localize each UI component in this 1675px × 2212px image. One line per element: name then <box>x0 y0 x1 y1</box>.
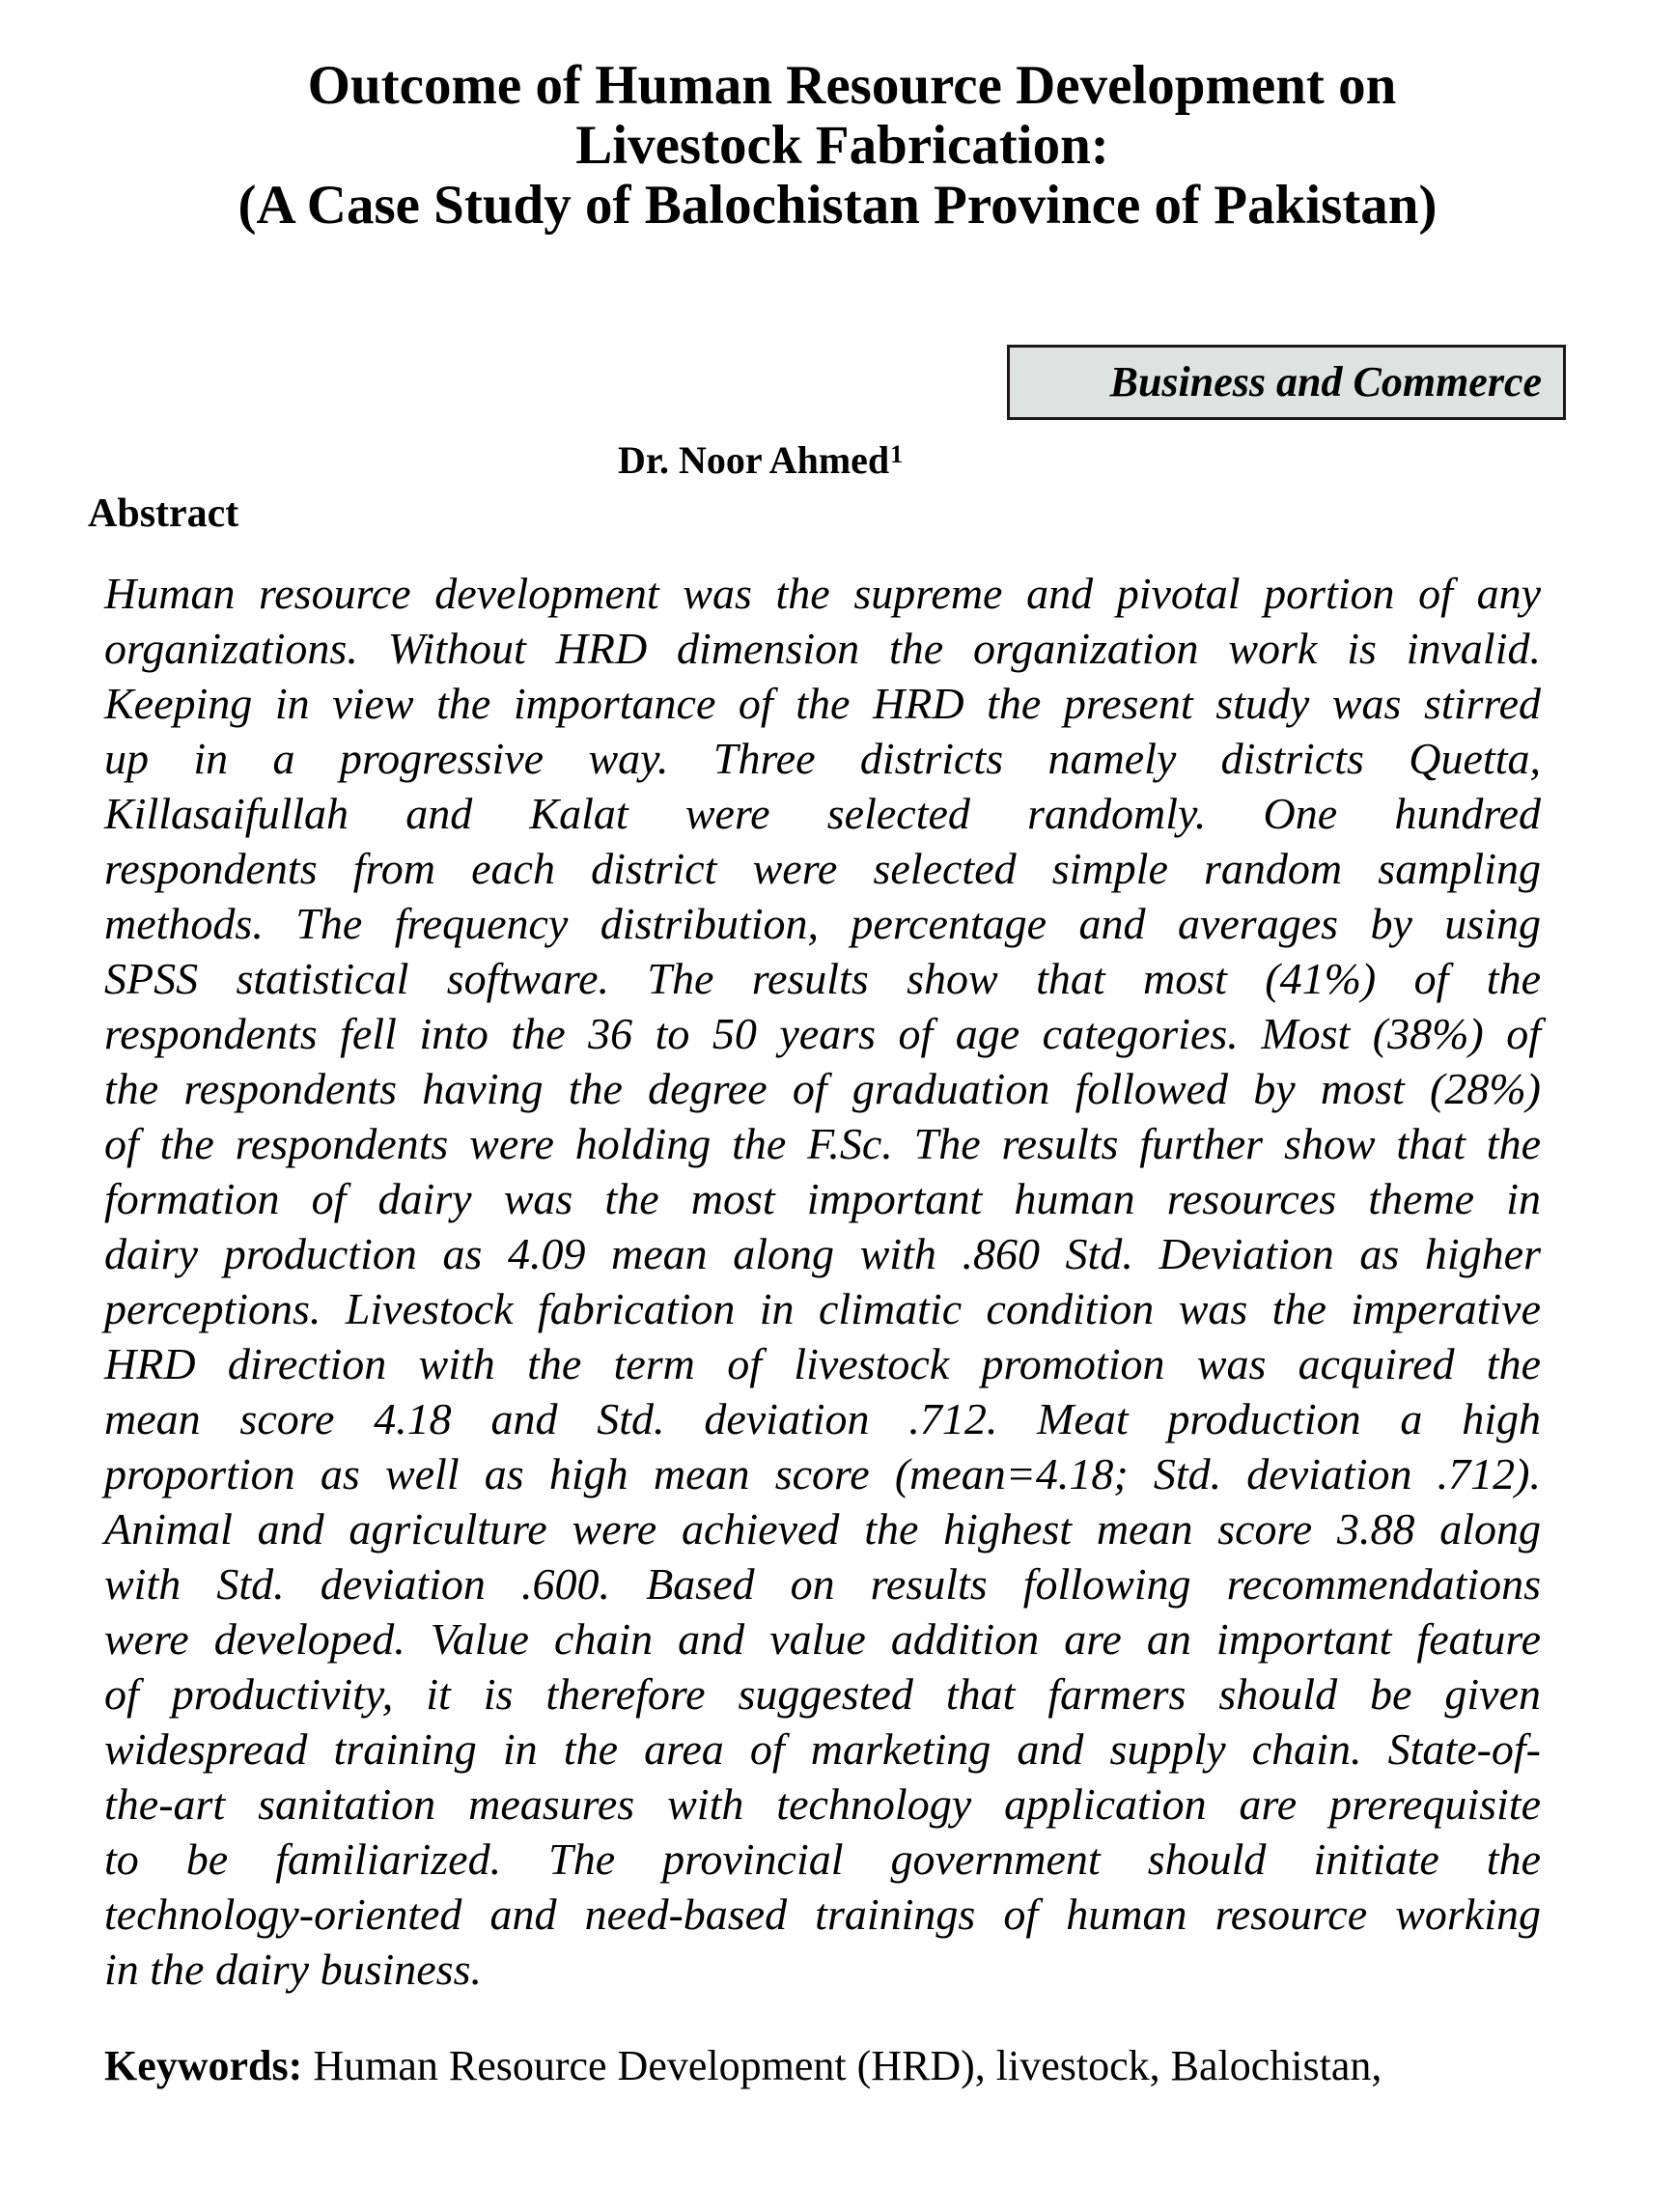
abstract-line: to be familiarized. The provincial government should initiate the <box>104 1834 1541 1884</box>
abstract-line: Human resource development was the supreme and pivotal portion of any <box>104 569 1541 618</box>
abstract-line: of productivity, it is therefore suggested that farmers should be given <box>104 1669 1541 1719</box>
abstract-line: Killasaifullah and Kalat were selected randomly. One hundred <box>104 789 1541 838</box>
keywords-label: Keywords: <box>104 2042 303 2089</box>
title-line-3: (A Case Study of Balochistan Province of Pakistan) <box>237 175 1438 236</box>
author-footnote-mark: 1 <box>890 440 904 468</box>
paper-title <box>0 56 1675 236</box>
abstract-line: dairy production as 4.09 mean along with .860 Std. Deviation as higher <box>104 1229 1541 1278</box>
abstract-line: mean score 4.18 and Std. deviation .712. Meat production a high <box>104 1394 1541 1443</box>
abstract-line: SPSS statistical software. The results show that most (41%) of the <box>104 954 1541 1003</box>
abstract-line: Keeping in view the importance of the HRD the present study was stirred <box>104 679 1541 728</box>
abstract-line: up in a progressive way. Three districts namely districts Quetta, <box>104 734 1541 783</box>
abstract-line: formation of dairy was the most important human resources theme in <box>104 1174 1541 1223</box>
category-badge <box>1007 345 1566 420</box>
abstract-line: the respondents having the degree of graduation followed by most (28%) <box>104 1064 1541 1113</box>
abstract-line: organizations. Without HRD dimension the organization work is invalid. <box>104 624 1541 673</box>
author-name <box>618 436 903 485</box>
abstract-heading: Abstract <box>88 491 239 536</box>
abstract-line: Animal and agriculture were achieved the highest mean score 3.88 along <box>104 1504 1541 1554</box>
abstract-line: proportion as well as high mean score (mean=4.18; Std. deviation .712). <box>104 1449 1541 1498</box>
abstract-line: respondents fell into the 36 to 50 years of age categories. Most (38%) of <box>104 1009 1541 1058</box>
abstract-line: respondents from each district were selected simple random sampling <box>104 844 1541 893</box>
abstract-line: in the dairy business. <box>104 1945 482 1994</box>
abstract-line: of the respondents were holding the F.Sc. The results further show that the <box>104 1119 1541 1168</box>
abstract-line: were developed. Value chain and value addition are an important feature <box>104 1614 1541 1664</box>
abstract-line: methods. The frequency distribution, percentage and averages by using <box>104 899 1541 948</box>
abstract-line: HRD direction with the term of livestock promotion was acquired the <box>104 1339 1541 1388</box>
title-line-2: Livestock Fabrication: <box>575 115 1109 176</box>
abstract-line: the-art sanitation measures with technology application are prerequisite <box>104 1779 1541 1829</box>
keywords <box>104 2039 1382 2093</box>
keywords-text: Human Resource Development (HRD), livestock, Balochistan, <box>302 2042 1382 2089</box>
title-line-1: Outcome of Human Resource Development on <box>307 55 1397 116</box>
abstract-line: with Std. deviation .600. Based on results following recommendations <box>104 1559 1541 1609</box>
abstract-line: perceptions. Livestock fabrication in climatic condition was the imperative <box>104 1284 1541 1333</box>
abstract-line: widespread training in the area of marketing and supply chain. State-of- <box>104 1724 1541 1774</box>
category-label: Business and Commerce <box>1109 358 1542 406</box>
author-name-text: Dr. Noor Ahmed <box>618 438 890 482</box>
abstract-body <box>104 566 1541 1997</box>
abstract-line: technology-oriented and need-based trainings of human resource working <box>104 1890 1541 1939</box>
